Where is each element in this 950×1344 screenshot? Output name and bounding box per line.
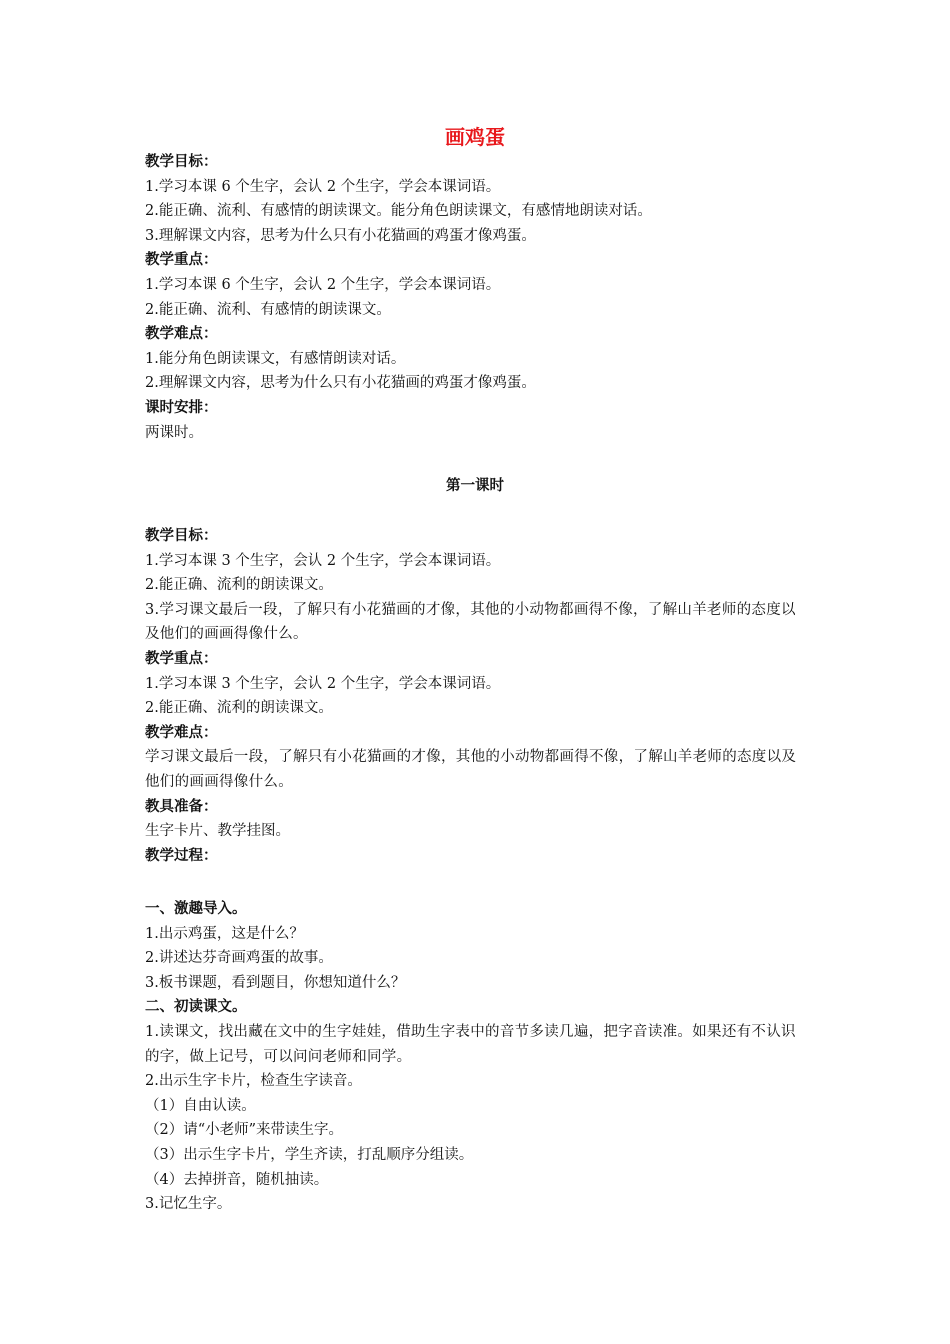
step-item: 1.读课文，找出藏在文中的生字娃娃，借助生字表中的音节多读几遍，把字音读准。如果还有不认识的字，做上记号，可以问问老师和同学。 [145, 1023, 796, 1065]
lesson-process [145, 897, 810, 1217]
key-points-heading: 教学重点： [145, 252, 218, 269]
step-one-heading: 一、激趣导入。 [145, 901, 247, 917]
sub-step-item: （1）自由认读。 [145, 1097, 256, 1114]
goal-item: 1.学习本课 6 个生字，会认 2 个生字，学会本课词语。 [145, 178, 501, 195]
sub-step-item: （4）去掉拼音，随机抽读。 [145, 1171, 329, 1188]
key-point-item: 2.能正确、流利的朗读课文。 [145, 700, 333, 717]
tools-heading: 教具准备： [145, 798, 218, 815]
goal-item: 2.能正确、流利的朗读课文。 [145, 577, 333, 594]
step-item: 1.出示鸡蛋，这是什么？ [145, 925, 304, 942]
difficulty-item: 学习课文最后一段，了解只有小花猫画的才像，其他的小动物都画得不像，了解山羊老师的态度以及他们的画画得像什么。 [145, 749, 797, 790]
process-heading: 教学过程： [145, 847, 218, 864]
tools-item: 生字卡片、教学挂图。 [145, 823, 290, 840]
overview-section [145, 150, 810, 445]
step-item: 3.板书课题，看到题目，你想知道什么？ [145, 974, 406, 991]
goal-heading: 教学目标： [145, 528, 218, 544]
difficulty-item: 2.理解课文内容，思考为什么只有小花猫画的鸡蛋才像鸡蛋。 [145, 375, 536, 392]
goal-item: 3.理解课文内容，思考为什么只有小花猫画的鸡蛋才像鸡蛋。 [145, 227, 536, 244]
lesson-one-heading: 第一课时 [446, 478, 504, 494]
lesson-one-plan [145, 524, 810, 868]
sub-step-item: （2）请“小老师”来带读生字。 [145, 1122, 344, 1139]
difficulty-heading: 教学难点： [145, 326, 218, 343]
key-points-heading: 教学重点： [145, 650, 218, 667]
step-item: 2.讲述达芬奇画鸡蛋的故事。 [145, 950, 333, 967]
schedule-item: 两课时。 [145, 424, 203, 441]
goal-heading: 教学目标： [145, 154, 218, 170]
difficulty-heading: 教学难点： [145, 724, 218, 741]
goal-item: 2.能正确、流利、有感情的朗读课文。能分角色朗读课文，有感情地朗读对话。 [145, 203, 652, 220]
goal-item: 3.学习课文最后一段，了解只有小花猫画的才像，其他的小动物都画得不像，了解山羊老师的态度以及他们的画画得像什么。 [145, 601, 796, 643]
step-two-heading: 二、初读课文。 [145, 999, 247, 1016]
schedule-heading: 课时安排： [145, 399, 218, 416]
key-point-item: 1.学习本课 3 个生字，会认 2 个生字，学会本课词语。 [145, 675, 501, 692]
goal-item: 1.学习本课 3 个生字，会认 2 个生字，学会本课词语。 [145, 552, 501, 569]
step-item: 3.记忆生字。 [145, 1196, 232, 1213]
step-item: 2.出示生字卡片，检查生字读音。 [145, 1073, 362, 1090]
key-point-item: 1.学习本课 6 个生字，会认 2 个生字，学会本课词语。 [145, 276, 501, 293]
sub-step-item: （3）出示生字卡片，学生齐读，打乱顺序分组读。 [145, 1146, 474, 1163]
difficulty-item: 1.能分角色朗读课文，有感情朗读对话。 [145, 350, 406, 367]
key-point-item: 2.能正确、流利、有感情的朗读课文。 [145, 301, 391, 318]
document-title: 画鸡蛋 [445, 125, 505, 149]
